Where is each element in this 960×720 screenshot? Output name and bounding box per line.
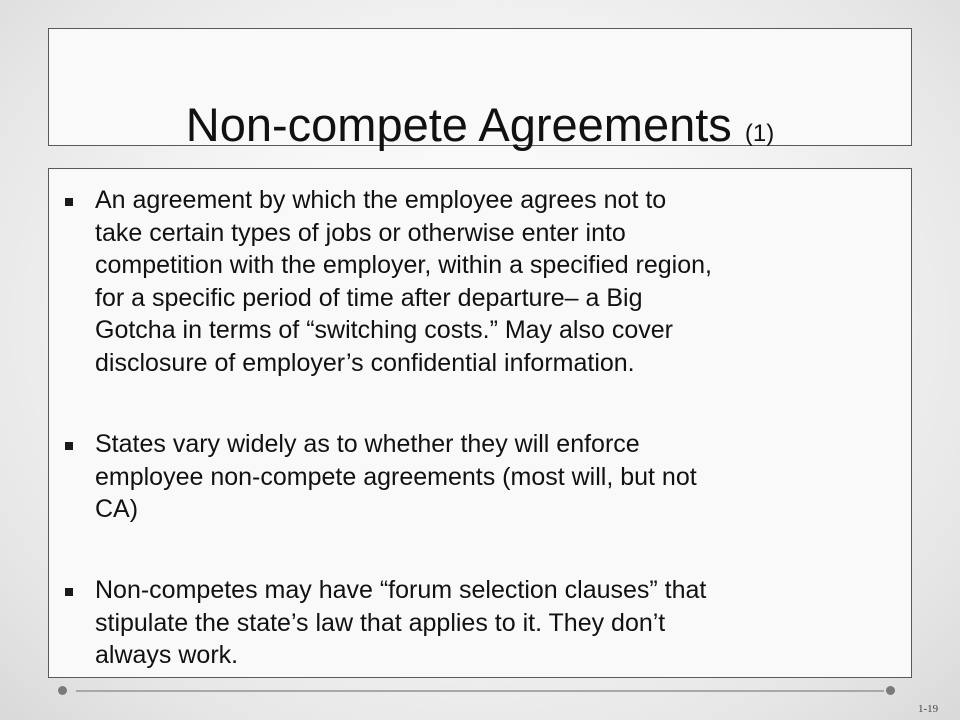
title-box [48,28,912,151]
bullet-line: for a specific period of time after departure– a Big [95,283,643,312]
bullet-line: An agreement by which the employee agrees not to [95,186,667,214]
square-bullet-icon [65,442,73,450]
bullet-line: always work. [95,641,239,669]
square-bullet-icon [65,588,73,596]
bullet-line: disclosure of employer’s confidential information. [95,348,635,377]
content-box [48,168,912,678]
bullet-line: CA) [95,495,139,523]
decorative-dot-right [886,686,895,695]
decorative-dot-left [58,686,67,695]
bullet-line: employee non-compete agreements (most will, but not [95,462,697,491]
square-bullet-icon [65,198,73,206]
bullet-text [95,184,895,379]
bullet-line: States vary widely as to whether they will enforce [95,430,640,458]
title-main: Non-compete Agreements [185,98,732,151]
bullet-line: stipulate the state’s law that applies to it. They don’t [95,608,666,637]
bullet-text [95,574,895,672]
footer-rule [76,690,884,692]
bullet-line: Non-competes may have “forum selection clauses” that [95,576,707,604]
slide-title [49,98,911,151]
title-suffix: (1) [744,120,775,147]
bullet-line: competition with the employer, within a specified region, [95,251,712,279]
page-number: 1-19 [918,703,939,715]
bullet-text [95,428,895,526]
bullet-line: take certain types of jobs or otherwise enter into [95,218,626,247]
bullet-line: Gotcha in terms of “switching costs.” May also cover [95,316,673,344]
